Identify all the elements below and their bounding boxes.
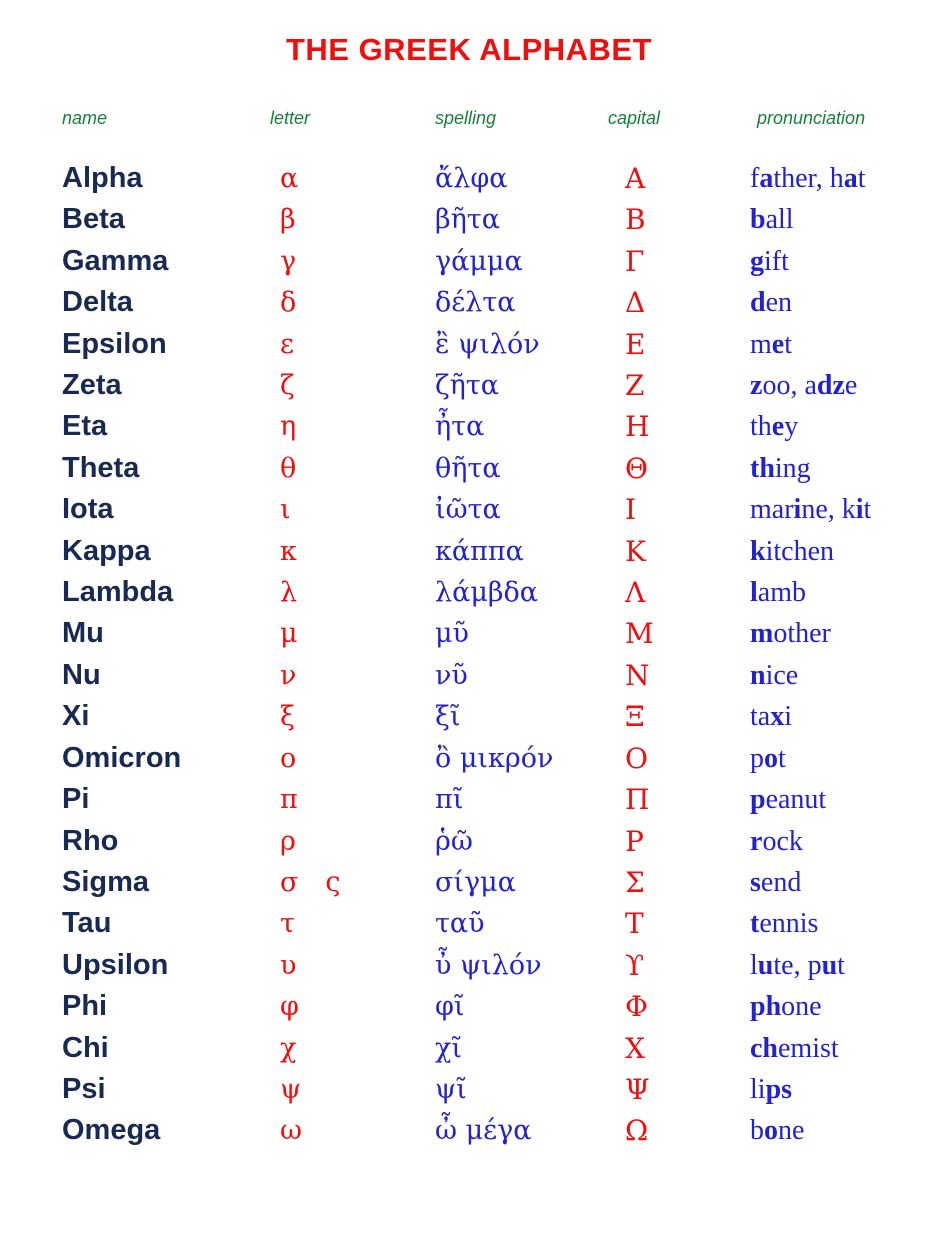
pronunciation-example: they: [750, 411, 799, 443]
greek-spelling: πῖ: [435, 784, 464, 816]
greek-capital-letter: Θ: [625, 451, 648, 485]
page-title: THE GREEK ALPHABET: [285, 32, 653, 67]
greek-letter-name: Nu: [62, 658, 101, 691]
greek-lowercase-letter: τ: [280, 908, 295, 940]
greek-spelling: ζῆτα: [435, 370, 499, 402]
pronunciation-example: send: [750, 866, 802, 898]
table-row: [62, 365, 938, 406]
greek-lowercase-letter: χ: [280, 1032, 297, 1064]
greek-letter-name: Epsilon: [62, 327, 167, 360]
pronunciation-example: mother: [750, 618, 831, 650]
pronunciation-example: lips: [750, 1073, 793, 1105]
greek-lowercase-letter: λ: [280, 577, 298, 609]
greek-letter-name: Xi: [62, 700, 90, 733]
pronunciation-example: pot: [750, 742, 786, 774]
table-row: [62, 282, 938, 323]
column-header-name: name: [62, 108, 108, 128]
greek-lowercase-letter: γ: [280, 245, 297, 277]
greek-lowercase-letter: σ ς: [280, 866, 341, 898]
pronunciation-example: marine, kit: [750, 494, 872, 526]
column-header-capital: capital: [608, 108, 661, 128]
greek-capital-letter: Η: [625, 410, 650, 444]
pronunciation-example: chemist: [750, 1032, 839, 1064]
table-row: [62, 448, 938, 489]
greek-capital-letter: ϒ: [625, 948, 645, 982]
alphabet-table: [0, 158, 938, 1152]
pronunciation-example: den: [750, 287, 793, 319]
greek-capital-letter: Α: [625, 162, 646, 195]
table-row: [62, 241, 938, 282]
greek-lowercase-letter: ι: [280, 494, 291, 526]
greek-letter-name: Alpha: [62, 162, 143, 194]
greek-capital-letter: Χ: [625, 1031, 645, 1065]
pronunciation-example: taxi: [750, 701, 792, 733]
greek-letter-name: Lambda: [62, 576, 174, 609]
greek-letter-name: Mu: [62, 617, 104, 650]
pronunciation-example: gift: [750, 245, 789, 277]
pronunciation-example: phone: [750, 991, 822, 1023]
greek-letter-name: Delta: [62, 286, 133, 319]
greek-capital-letter: Ρ: [625, 824, 644, 858]
greek-letter-name: Theta: [62, 451, 140, 484]
pronunciation-example: rock: [750, 825, 803, 857]
greek-lowercase-letter: υ: [280, 949, 297, 981]
greek-spelling: νῦ: [435, 659, 468, 691]
greek-letter-name: Tau: [62, 907, 112, 940]
greek-lowercase-letter: ω: [280, 1115, 303, 1147]
greek-lowercase-letter: β: [280, 204, 296, 236]
column-headers: [0, 108, 938, 128]
greek-lowercase-letter: ψ: [280, 1073, 302, 1105]
greek-capital-letter: Ω: [625, 1114, 649, 1148]
greek-capital-letter: Β: [625, 203, 646, 237]
table-row: [62, 572, 938, 613]
greek-spelling: ἦτα: [435, 411, 485, 443]
greek-letter-name: Omicron: [62, 741, 182, 774]
pronunciation-example: tennis: [750, 908, 819, 940]
table-row: [62, 324, 938, 365]
pronunciation-example: thing: [750, 452, 811, 484]
greek-lowercase-letter: θ: [280, 452, 297, 484]
greek-spelling: γάμμα: [435, 245, 523, 277]
pronunciation-example: met: [750, 328, 792, 360]
greek-lowercase-letter: ο: [280, 742, 297, 774]
table-row: [62, 489, 938, 530]
greek-lowercase-letter: κ: [280, 535, 297, 567]
greek-capital-letter: Κ: [625, 534, 646, 568]
greek-capital-letter: Ι: [625, 493, 637, 527]
greek-lowercase-letter: α: [280, 163, 299, 194]
pronunciation-example: lute, put: [750, 949, 845, 981]
greek-capital-letter: Λ: [625, 576, 646, 610]
greek-letter-name: Upsilon: [62, 948, 169, 981]
greek-capital-letter: Τ: [625, 907, 644, 941]
greek-spelling: λάμβδα: [435, 577, 538, 609]
greek-capital-letter: Π: [625, 783, 650, 817]
greek-capital-letter: Ψ: [625, 1072, 650, 1106]
greek-spelling: ξῖ: [435, 701, 461, 733]
greek-letter-name: Rho: [62, 824, 119, 857]
greek-lowercase-letter: μ: [280, 618, 298, 650]
greek-spelling: ἒ ψιλόν: [435, 328, 540, 360]
greek-capital-letter: Γ: [625, 244, 645, 278]
greek-letter-name: Iota: [62, 493, 114, 526]
greek-lowercase-letter: ξ: [280, 701, 295, 733]
greek-capital-letter: Σ: [625, 865, 645, 899]
greek-lowercase-letter: ζ: [280, 370, 295, 402]
table-row: [62, 613, 938, 654]
greek-spelling: ἄλφα: [435, 163, 508, 194]
greek-lowercase-letter: δ: [280, 287, 297, 319]
table-row: [62, 1028, 938, 1069]
greek-spelling: θῆτα: [435, 452, 501, 484]
table-row: [62, 199, 938, 240]
greek-lowercase-letter: η: [280, 411, 297, 443]
greek-letter-name: Omega: [62, 1114, 161, 1147]
greek-capital-letter: Μ: [625, 617, 654, 651]
greek-letter-name: Zeta: [62, 369, 122, 402]
greek-lowercase-letter: ε: [280, 328, 294, 360]
greek-letter-name: Beta: [62, 203, 125, 236]
greek-letter-name: Eta: [62, 410, 108, 443]
table-row: [62, 406, 938, 447]
pronunciation-example: zoo, adze: [750, 370, 858, 402]
table-row: [62, 821, 938, 862]
table-row: [62, 738, 938, 779]
table-row: [62, 696, 938, 737]
greek-spelling: βῆτα: [435, 204, 500, 236]
greek-lowercase-letter: ρ: [280, 825, 296, 857]
greek-capital-letter: Ζ: [625, 369, 645, 403]
greek-letter-name: Phi: [62, 990, 108, 1023]
greek-spelling: ταῦ: [435, 908, 485, 940]
greek-capital-letter: Ο: [625, 741, 648, 775]
table-row: [62, 1069, 938, 1110]
greek-letter-name: Kappa: [62, 534, 151, 567]
greek-letter-name: Sigma: [62, 865, 150, 898]
greek-lowercase-letter: φ: [280, 991, 299, 1023]
greek-spelling: ὦ μέγα: [435, 1115, 532, 1147]
greek-spelling: φῖ: [435, 991, 465, 1023]
greek-letter-name: Chi: [62, 1031, 109, 1064]
greek-spelling: ῥῶ: [435, 825, 473, 857]
table-row: [62, 1110, 938, 1151]
greek-spelling: κάππα: [435, 535, 524, 567]
column-header-spelling: spelling: [435, 108, 497, 128]
table-row: [62, 986, 938, 1027]
column-header-pronunciation: pronunciation: [757, 108, 866, 128]
greek-spelling: χῖ: [435, 1032, 462, 1064]
table-row: [62, 531, 938, 572]
pronunciation-example: nice: [750, 659, 799, 691]
table-row: [62, 779, 938, 820]
pronunciation-example: bone: [750, 1115, 805, 1147]
table-row: [62, 655, 938, 696]
greek-capital-letter: Ξ: [625, 700, 645, 734]
pronunciation-example: father, hat: [750, 163, 866, 194]
greek-lowercase-letter: ν: [280, 659, 297, 691]
greek-capital-letter: Ε: [625, 327, 646, 361]
greek-spelling: σίγμα: [435, 866, 516, 898]
table-row: [62, 945, 938, 986]
pronunciation-example: peanut: [750, 784, 827, 816]
greek-letter-name: Gamma: [62, 244, 169, 277]
greek-spelling: ὂ μικρόν: [435, 742, 554, 774]
greek-spelling: δέλτα: [435, 287, 516, 319]
table-row: [62, 903, 938, 944]
greek-lowercase-letter: π: [280, 784, 298, 816]
table-row: [62, 862, 938, 903]
greek-capital-letter: Δ: [625, 286, 646, 320]
greek-spelling: ἰῶτα: [435, 494, 501, 526]
greek-spelling: ψῖ: [435, 1073, 467, 1105]
greek-spelling: μῦ: [435, 618, 469, 650]
table-row: [62, 158, 938, 199]
column-header-letter: letter: [270, 108, 311, 128]
greek-capital-letter: Φ: [625, 990, 648, 1024]
greek-letter-name: Pi: [62, 783, 90, 816]
greek-spelling: ὖ ψιλόν: [435, 949, 542, 981]
greek-letter-name: Psi: [62, 1072, 106, 1105]
pronunciation-example: ball: [750, 204, 794, 236]
greek-capital-letter: Ν: [625, 658, 650, 692]
pronunciation-example: lamb: [750, 577, 806, 609]
pronunciation-example: kitchen: [750, 535, 834, 567]
